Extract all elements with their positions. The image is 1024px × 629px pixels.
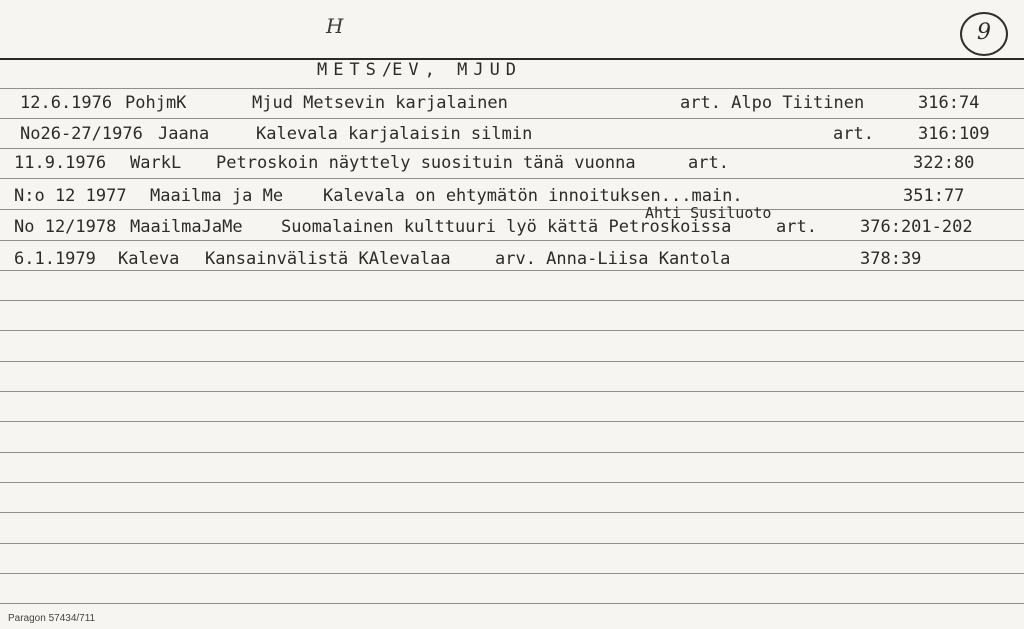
handwritten-correction: H bbox=[326, 14, 344, 38]
entry-source: WarkL bbox=[130, 153, 182, 173]
entry-source: MaailmaJaMe bbox=[130, 217, 243, 237]
entry-title: Mjud Metsevin karjalainen bbox=[252, 93, 508, 113]
entry-ref: 378:39 bbox=[860, 249, 922, 269]
rule bbox=[0, 512, 1024, 513]
rule bbox=[0, 240, 1024, 241]
heading-name-part1: METS bbox=[316, 60, 382, 80]
entry-date: N:o 12 1977 bbox=[14, 186, 127, 206]
card-footer-printmark: Paragon 57434/711 bbox=[8, 613, 96, 624]
entry-type: arv. Anna-Liisa Kantola bbox=[495, 249, 731, 269]
entry-date: 6.1.1979 bbox=[14, 249, 96, 269]
rule bbox=[0, 482, 1024, 483]
rule bbox=[0, 452, 1024, 453]
entry-title: Kalevala on ehtymätön innoituksen...main. bbox=[323, 186, 743, 206]
entry-ref: 322:80 bbox=[913, 153, 975, 173]
entry-title: Kalevala karjalaisin silmin bbox=[256, 124, 533, 144]
rule bbox=[0, 88, 1024, 89]
entry-author: Ahti Susiluoto bbox=[645, 204, 772, 222]
entry-type: art. bbox=[833, 124, 874, 144]
card-heading bbox=[252, 40, 522, 100]
entry-date: 11.9.1976 bbox=[14, 153, 107, 173]
entry-source: Maailma ja Me bbox=[150, 186, 284, 206]
rule bbox=[0, 300, 1024, 301]
rule bbox=[0, 148, 1024, 149]
entry-type: art. bbox=[776, 217, 817, 237]
entry-title: Suomalainen kulttuuri lyö kättä Petroskoissa bbox=[281, 217, 732, 237]
entry-ref: 351:77 bbox=[903, 186, 965, 206]
entry-source: PohjmK bbox=[125, 93, 187, 113]
entry-ref: 376:201-202 bbox=[860, 217, 973, 237]
rule bbox=[0, 573, 1024, 574]
rule bbox=[0, 361, 1024, 362]
rule bbox=[0, 118, 1024, 119]
entry-source: Kaleva bbox=[118, 249, 180, 269]
heading-slash: / bbox=[381, 60, 393, 80]
entry-date: No 12/1978 bbox=[14, 217, 117, 237]
rule bbox=[0, 209, 1024, 210]
entry-date: 12.6.1976 bbox=[20, 93, 113, 113]
entry-source: Jaana bbox=[158, 124, 210, 144]
rule bbox=[0, 270, 1024, 271]
rule bbox=[0, 391, 1024, 392]
entry-type: art. Alpo Tiitinen bbox=[680, 93, 865, 113]
rule bbox=[0, 178, 1024, 179]
rule bbox=[0, 330, 1024, 331]
entry-date: No26-27/1976 bbox=[20, 124, 143, 144]
entry-title: Kansainvälistä KAlevalaa bbox=[205, 249, 451, 269]
entry-type: art. bbox=[688, 153, 729, 173]
heading-name-part2: EV, MJUD bbox=[392, 60, 523, 80]
entry-ref: 316:74 bbox=[918, 93, 980, 113]
header-rule bbox=[0, 58, 1024, 60]
entry-ref: 316:109 bbox=[918, 124, 990, 144]
rule bbox=[0, 421, 1024, 422]
card-number: 9 bbox=[977, 20, 991, 45]
entry-title: Petroskoin näyttely suosituin tänä vuonna bbox=[216, 153, 636, 173]
rule bbox=[0, 543, 1024, 544]
rule bbox=[0, 603, 1024, 604]
card-number-circle bbox=[960, 12, 1008, 56]
